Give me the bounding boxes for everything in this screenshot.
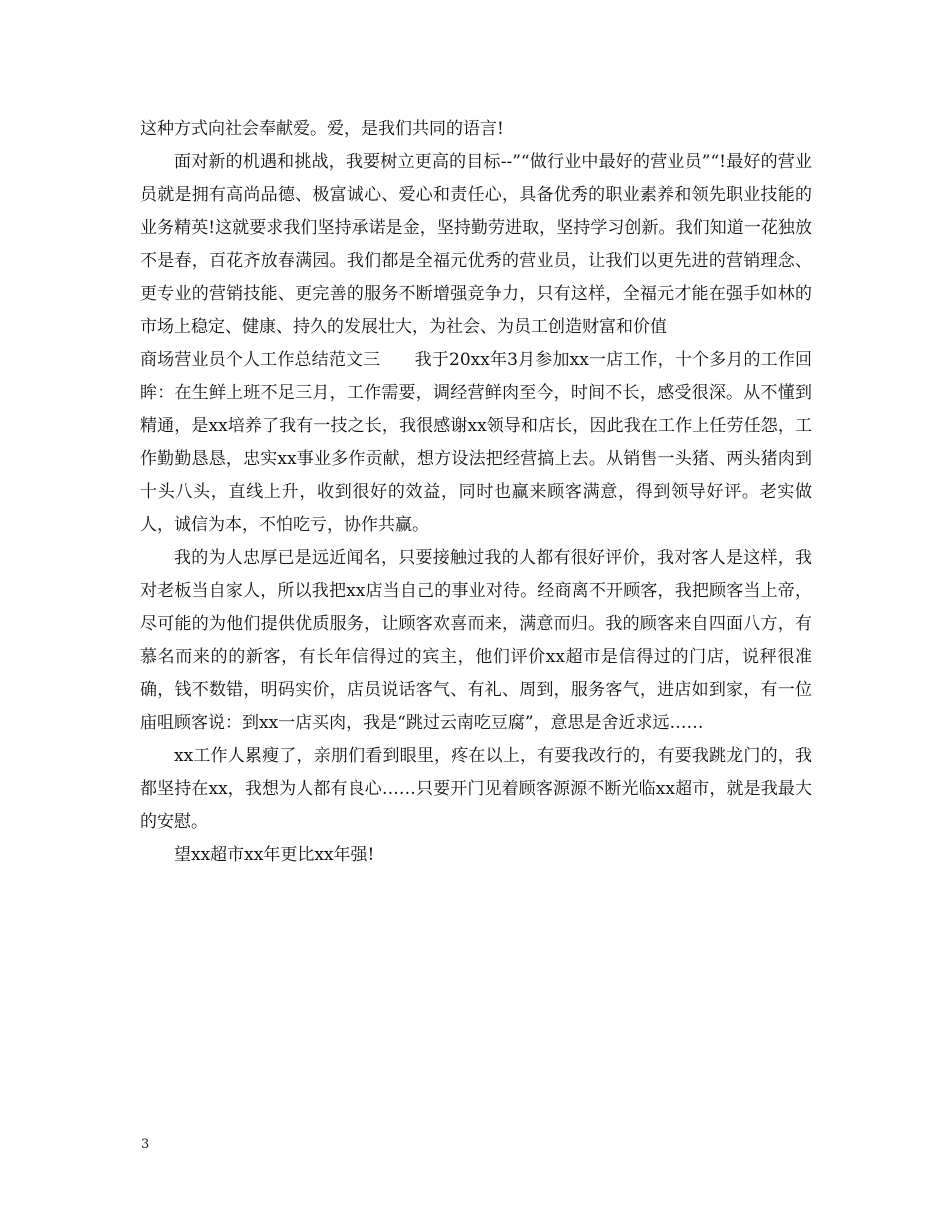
page-number: 3 <box>141 1137 150 1152</box>
document-body <box>140 113 812 872</box>
paragraph: 这种方式向社会奉献爱。爱，是我们共同的语言! <box>140 119 504 139</box>
paragraph: 面对新的机遇和挑战，我要树立更高的目标--”“做行业中最好的营业员”“!最好的营业员就是拥有高尚品德、极富诚心、爱心和责任心，具备优秀的职业素养和领先职业技能的业务精英!这就要求我们坚持承诺是金，坚持勤劳进取，坚持学习创新。我们知道一花独放不是春，百花齐放春满园。我们都是全福元优秀的营业员，让我们以更先进的营销理念、更专业的营销技能、更完善的服务不断增强竞争力，只有这样，全福元才能在强手如林的市场上稳定、健康、持久的发展壮大，为社会、为员工创造财富和价值 <box>140 152 812 337</box>
paragraph: 望xx超市xx年更比xx年强! <box>174 845 375 865</box>
paragraph: 我的为人忠厚已是远近闻名，只要接触过我的人都有很好评价，我对客人是这样，我对老板当自家人，所以我把xx店当自己的事业对待。经商离不开顾客，我把顾客当上帝，尽可能的为他们提供优质服务，让顾客欢喜而来，满意而归。我的顾客来自四面八方，有慕名而来的的新客，有长年信得过的宾主，他们评价xx超市是信得过的门店，说秤很准确，钱不数错，明码实价，店员说话客气、有礼、周到，服务客气，进店如到家，有一位庙咀顾客说：到xx一店买肉，我是“跳过云南吃豆腐”，意思是舍近求远…… <box>140 548 812 733</box>
paragraph: xx工作人累瘦了，亲朋们看到眼里，疼在以上，有要我改行的，有要我跳龙门的，我都坚持在xx，我想为人都有良心……只要开门见着顾客源源不断光临xx超市，就是我最大的安慰。 <box>140 746 812 832</box>
paragraph: 商场营业员个人工作总结范文三 我于20xx年3月参加xx一店工作，十个多月的工作回眸：在生鲜上班不足三月，工作需要，调经营鲜肉至今，时间不长，感受很深。从不懂到精通，是xx培养了我有一技之长，我很感谢xx领导和店长，因此我在工作上任劳任怨，工作勤勤恳恳，忠实xx事业多作贡献，想方设法把经营搞上去。从销售一头猪、两头猪肉到十头八头，直线上升，收到很好的效益，同时也赢来顾客满意，得到领导好评。老实做人，诚信为本，不怕吃亏，协作共赢。 <box>140 350 812 535</box>
